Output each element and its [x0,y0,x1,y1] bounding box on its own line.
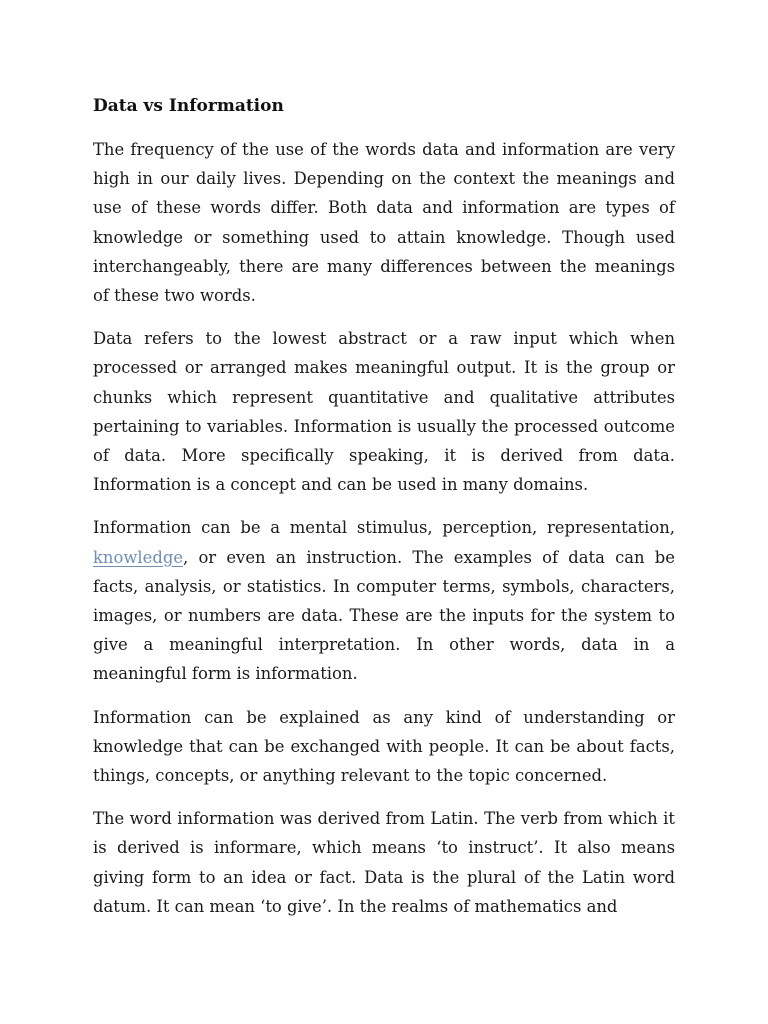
knowledge-link[interactable]: knowledge [93,547,184,567]
paragraph-5: The word information was derived from Latin. The verb from which it is derived is informare, which means ‘to instruct’. It also means giving form to an idea or fact. Data is the plural of the Latin word datum. It can mean ‘to give’. In the realms of mathematics and [93,809,675,916]
paragraph-3 [93,513,675,688]
document-title: Data vs Information [93,96,284,116]
paragraph-3-text-before: Information can be a mental stimulus, perception, representation, [93,518,675,538]
paragraph-4: Information can be explained as any kind of understanding or knowledge that can be exchanged with people. It can be about facts, things, concepts, or anything relevant to the topic concerned. [93,707,675,786]
paragraph-3-text-after: , or even an instruction. The examples of data can be facts, analysis, or statistics. In computer terms, symbols, characters, images, or numbers are data. These are the inputs for the system to give a meaningful interpretation. In other words, data in a meaningful form is information. [93,547,675,684]
paragraph-1: The frequency of the use of the words data and information are very high in our daily lives. Depending on the context the meanings and use of these words differ. Both data and information are types of knowledge or something used to attain knowledge. Though used interchangeably, there are many differences between the meanings of these two words. [93,140,675,306]
paragraph-2: Data refers to the lowest abstract or a raw input which when processed or arranged makes meaningful output. It is the group or chunks which represent quantitative and qualitative attributes pertaining to variables. Information is usually the processed outcome of data. More specifically speaking, it is derived from data. Information is a concept and can be used in many domains. [93,329,675,495]
document-body [93,94,675,935]
